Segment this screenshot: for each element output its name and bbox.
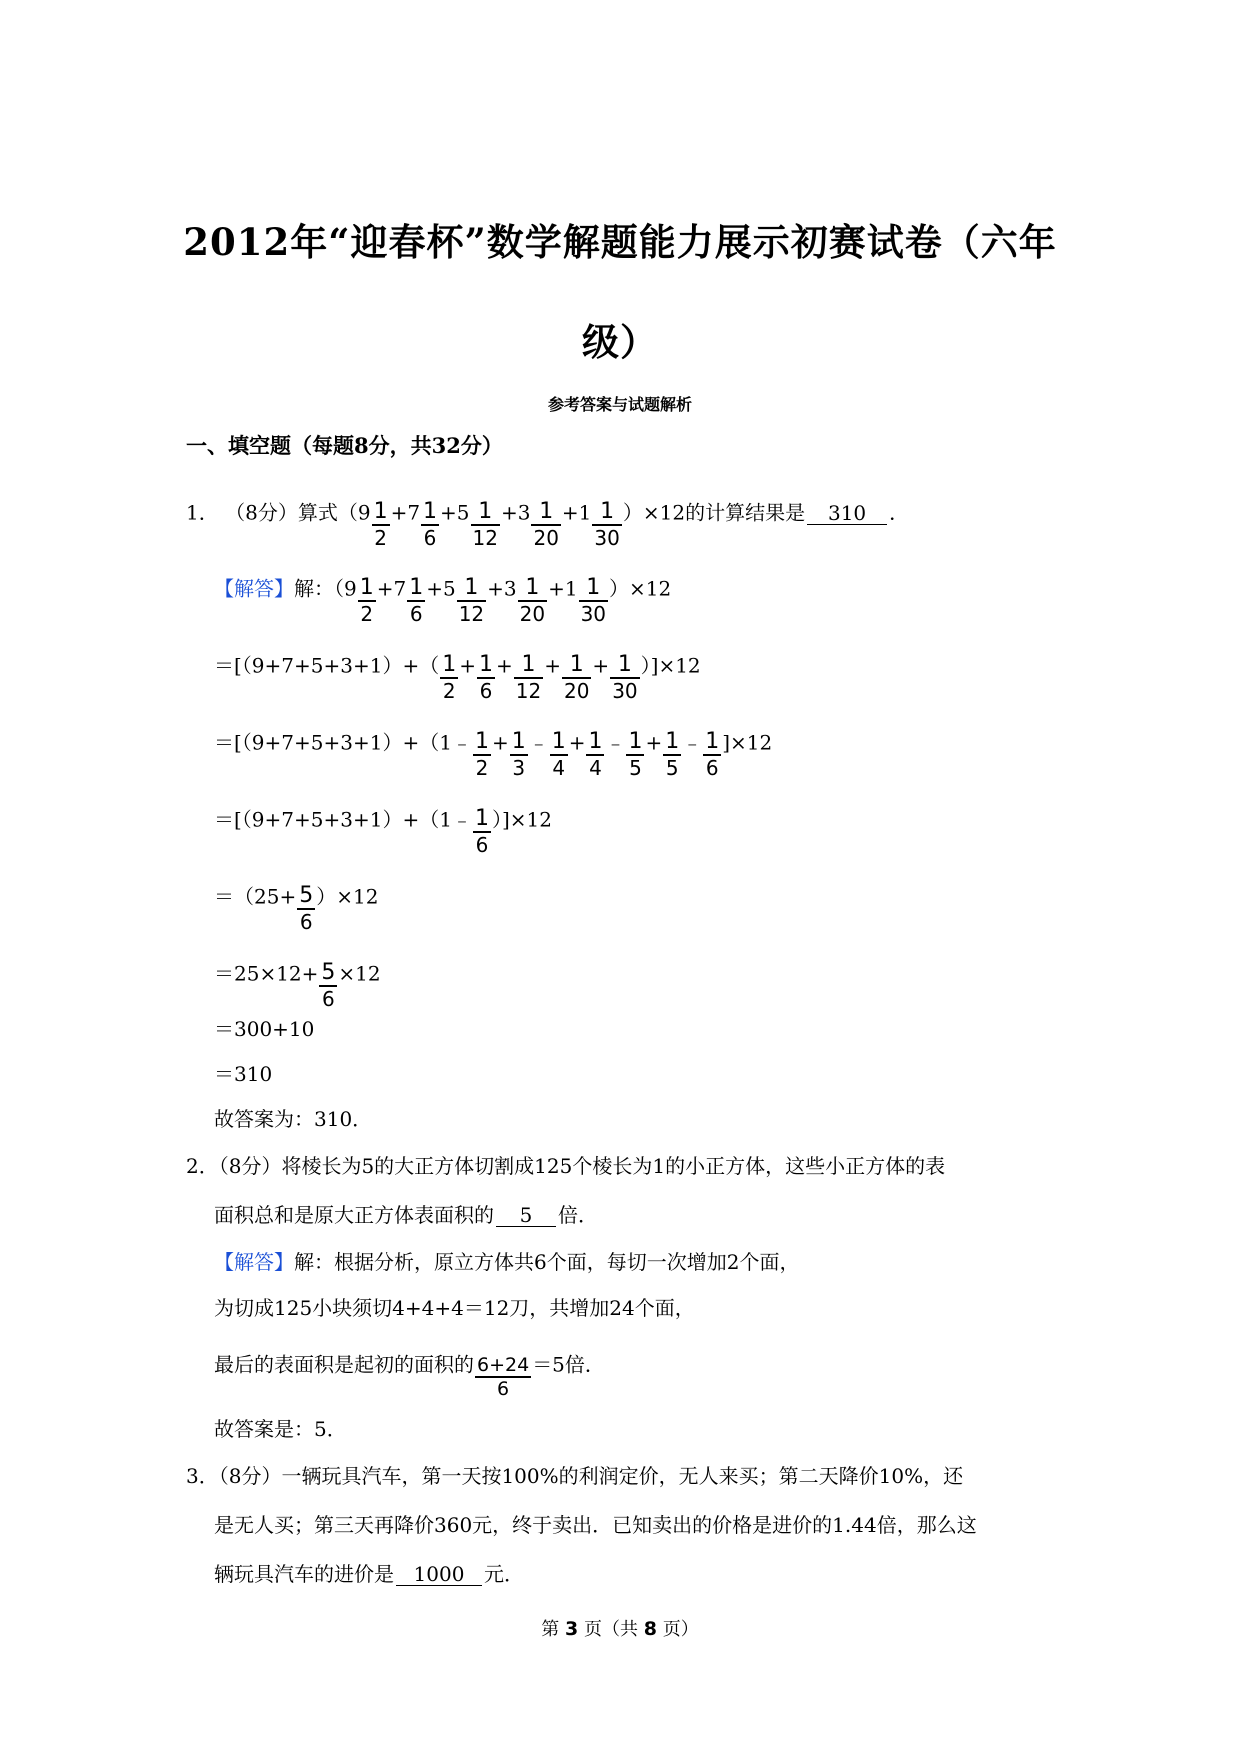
fraction: $\frac{5}{6}$ — [299, 883, 314, 934]
fraction: $\frac{1}{2}$ — [359, 575, 374, 626]
document-title-line1: 2012年“迎春杯”数学解题能力展示初赛试卷（六年 — [183, 220, 1057, 264]
q1-step-2: ＝[（9+7+5+3+1）+（1﹣ $\frac{1}{2}$ + $\frac{1}{3}$ ﹣ $\frac{1}{4}$ + $\frac{1}{4}$ ﹣ $\frac{1}{5}$ + $\frac{1}{5}$ ﹣ $\frac{1}{6}$ ]×12 — [214, 729, 773, 780]
fraction: $\frac{6+24}{6}$ — [477, 1354, 530, 1400]
page-footer: 第 3 页（共 8 页） — [541, 1618, 699, 1640]
section-heading: 一、填空题（每题8分，共32分） — [186, 433, 503, 458]
q1-step-1: ＝[（9+7+5+3+1）+（ $\frac{1}{2}$ + $\frac{1}{6}$ + $\frac{1}{12}$ + $\frac{1}{20}$ + $\frac{1}{30}$ ）]×12 — [214, 652, 701, 703]
question-2-line2: 面积总和是原大正方体表面积的 5 倍． — [214, 1203, 598, 1227]
fraction: $\frac{1}{20}$ — [519, 575, 546, 626]
fraction: $\frac{1}{30}$ — [580, 575, 607, 626]
fraction: $\frac{1}{20}$ — [533, 499, 559, 550]
document-subtitle: 参考答案与试题解析 — [547, 395, 692, 414]
question-3-line2: 是无人买；第三天再降价360元，终于卖出．已知卖出的价格是进价的1.44倍，那么这 — [214, 1513, 977, 1537]
fraction: $\frac{1}{5}$ — [665, 729, 680, 780]
current-page-number: 3 — [565, 1618, 579, 1640]
question-number: 2． — [186, 1154, 219, 1178]
fraction: $\frac{1}{4}$ — [588, 729, 603, 780]
fraction: $\frac{5}{6}$ — [321, 960, 336, 1011]
fraction: $\frac{1}{6}$ — [705, 729, 720, 780]
q1-step-6: ＝300+10 — [214, 1017, 315, 1041]
q2-solution-3: 最后的表面积是起初的面积的 $\frac{6+24}{6}$ ＝5倍． — [214, 1352, 605, 1400]
fraction: $\frac{1}{3}$ — [511, 729, 526, 780]
fraction: $\frac{1}{30}$ — [594, 499, 620, 550]
fraction: $\frac{1}{4}$ — [551, 729, 566, 780]
fraction: $\frac{1}{6}$ — [423, 499, 438, 550]
answer-tag: 【解答】 — [214, 576, 294, 601]
answer-blank: 310 — [807, 502, 887, 525]
fraction: $\frac{1}{6}$ — [409, 575, 424, 626]
q2-solution-2: 为切成125小块须切4+4+4＝12刀，共增加24个面， — [214, 1296, 695, 1320]
q1-conclusion: 故答案为：310． — [214, 1107, 373, 1131]
document-title-line2: 级） — [582, 320, 658, 364]
fraction: $\frac{1}{12}$ — [458, 575, 485, 626]
fraction: $\frac{1}{6}$ — [478, 652, 493, 703]
fraction: $\frac{1}{2}$ — [442, 652, 457, 703]
q1-step-5: ＝25×12+ $\frac{5}{6}$ ×12 — [214, 960, 381, 1011]
fraction: $\frac{1}{6}$ — [474, 806, 489, 857]
fraction: $\frac{1}{20}$ — [563, 652, 590, 703]
q1-step-3: ＝[（9+7+5+3+1）+（1﹣ $\frac{1}{6}$ ）]×12 — [214, 806, 552, 857]
answer-blank: 1000 — [396, 1563, 482, 1586]
q1-step-4: ＝（25+ $\frac{5}{6}$ ）×12 — [214, 883, 379, 934]
fraction: $\frac{1}{12}$ — [472, 499, 498, 550]
question-3-line3: 辆玩具汽车的进价是 1000 元． — [214, 1562, 524, 1586]
fraction: $\frac{1}{12}$ — [515, 652, 542, 703]
answer-blank: 5 — [496, 1204, 556, 1227]
q2-conclusion: 故答案是：5． — [214, 1417, 347, 1441]
question-2: 2．（8分）将棱长为5的大正方体切割成125个棱长为1的小正方体，这些小正方体的表 — [186, 1154, 946, 1178]
fraction: $\frac{1}{30}$ — [612, 652, 638, 703]
fraction: $\frac{1}{2}$ — [373, 499, 388, 550]
question-number: 3． — [186, 1464, 219, 1488]
q1-solution-intro: 【解答】解：（9 $\frac{1}{2}$ +7 $\frac{1}{6}$ +5 $\frac{1}{12}$ +3 $\frac{1}{20}$ +1 $\frac{1}{30}$ ）×12 — [214, 575, 672, 626]
fraction: $\frac{1}{2}$ — [474, 729, 489, 780]
q2-solution-1: 【解答】解：根据分析，原立方体共6个面，每切一次增加2个面， — [214, 1250, 800, 1274]
answer-tag: 【解答】 — [214, 1250, 294, 1274]
fraction: $\frac{1}{5}$ — [628, 729, 643, 780]
total-page-number: 8 — [643, 1618, 657, 1640]
q1-step-7: ＝310 — [214, 1062, 273, 1086]
question-3: 3．（8分）一辆玩具汽车，第一天按100%的利润定价，无人来买；第二天降价10%，还 — [186, 1464, 964, 1488]
question-1: 1． （8分）算式（9 $\frac{1}{2}$ +7 $\frac{1}{6}$ +5 $\frac{1}{12}$ +3 $\frac{1}{20}$ +1 $\frac{1}{30}$ ）×12的计算结果是 310 ． — [186, 499, 910, 550]
question-number: 1． — [186, 500, 219, 525]
